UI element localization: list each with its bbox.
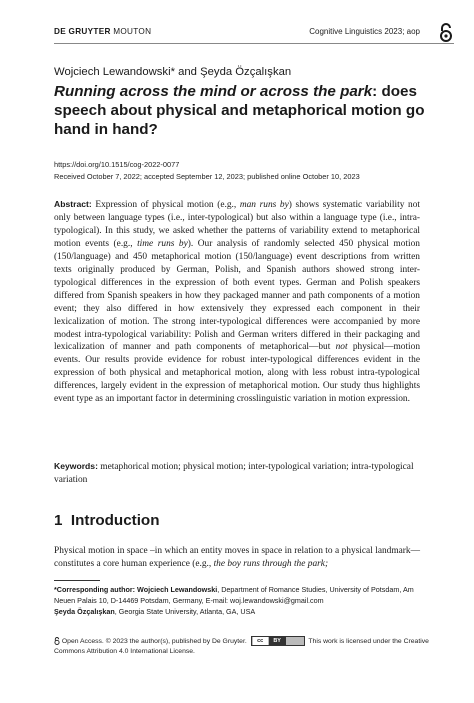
- abstract: Abstract: Expression of physical motion (e.g., man runs by) shows systematic variability not only between language types (i.e., inter-typological) but also within a language type (i.e., intra-typological). In this study, we asked whether the patterns of variability extend to metaphorical motion events (e.g., time runs by). Our analysis of randomly selected 450 physical motion (150/language) and 450 metaphorical motion (150/language) event descriptions from written texts originally produced by German, Polish, and Spanish authors showed strong inter-typological differences in the expression of both event types. German and Polish speakers differed from Spanish speakers in how they packaged manner and path components of a motion event; they also differed in how extensively they expressed each component in their lexicalization of motion. The strong inter-typological differences were accompanied by more modest intra-typological variability: Polish and German writers differed in their packaging and lexicalization of manner and path components of metaphorical—but not physical—motion events. Our results provide evidence for robust inter-typological differences evident in the expression of both physical and metaphorical motion, along with less robust intra-typological differences, largely evident in the expression of metaphorical motion. Our study thus highlights event type as an important factor in determining crosslinguistic variation in motion expression.: [54, 199, 421, 405]
- introduction-paragraph: Physical motion in space –in which an entity moves in space in relation to a physical landmark—constitutes a core human experience (e.g., the boy runs through the park;: [54, 546, 420, 569]
- publisher-name: DE GRUYTER MOUTON: [54, 27, 152, 36]
- license-notice: Open Access. © 2023 the author(s), published by De Gruyter. cc BY This work is licensed under the Creative Commons Attribution 4.0 International License.: [54, 637, 429, 655]
- author-line: Wojciech Lewandowski* and Şeyda Özçalışkan: [54, 66, 292, 78]
- publication-dates: Received October 7, 2022; accepted September 12, 2023; published online October 10, 2023: [54, 172, 360, 181]
- author-footnote: *Corresponding author: Wojciech Lewandowski, Department of Romance Studies, University of Potsdam, Am Neuen Palais 10, D-14469 Potsdam, Germany, E-mail: woj.lewandowski@gmail.com Şeyda Özçalışkan, Georgia State University, Atlanta, GA, USA: [54, 585, 414, 616]
- section-heading: 1 Introduction: [54, 512, 160, 529]
- keywords: Keywords: metaphorical motion; physical motion; inter-typological variation; intra-typological variation: [54, 461, 414, 485]
- doi-link[interactable]: https://doi.org/10.1515/cog-2022-0077: [54, 160, 180, 169]
- journal-citation: Cognitive Linguistics 2023; aop: [309, 27, 420, 36]
- open-access-icon: [438, 23, 454, 43]
- article-title: Running across the mind or across the park: does speech about physical and metaphorical motion go hand in hand?: [54, 83, 425, 138]
- running-header: [54, 27, 454, 41]
- cc-by-badge[interactable]: cc BY: [251, 636, 305, 646]
- keywords-label: Keywords:: [54, 461, 98, 471]
- footnote-divider: [54, 580, 100, 581]
- abstract-label: Abstract:: [54, 199, 92, 209]
- header-divider: [54, 43, 454, 44]
